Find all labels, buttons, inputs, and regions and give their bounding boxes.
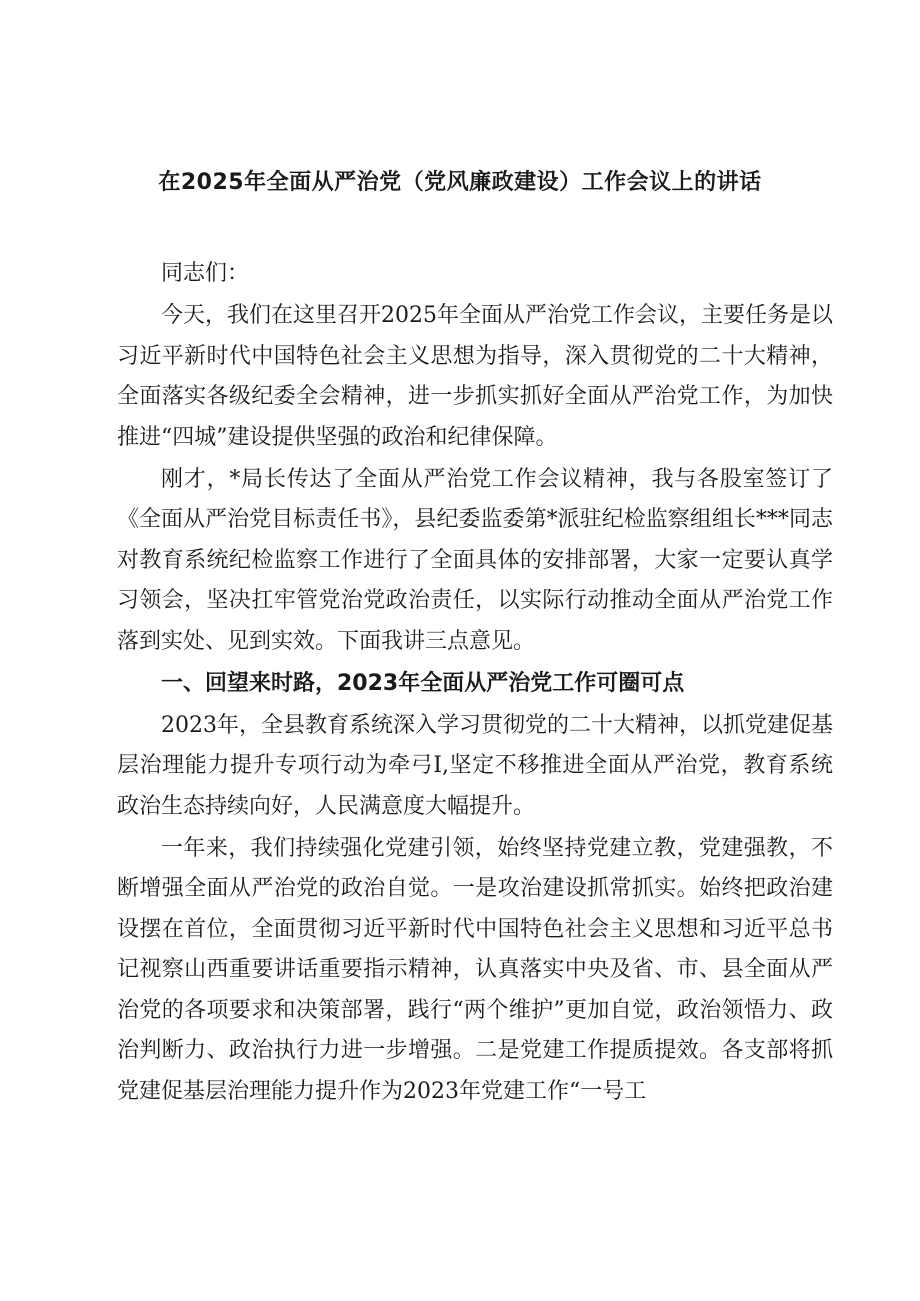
body-paragraph-2: 刚才，*局长传达了全面从严治党工作会议精神，我与各股室签订了《全面从严治党目标责任书》，县纪委监委第*派驻纪检监察组组长***同志对教育系统纪检监察工作进行了全面具体的安排部署，大家一定要认真学习领会，坚决扛牢管党治党政治责任，以实际行动推动全面从严治党工作落到实处、见到实效。下面我讲三点意见。 [117, 466, 833, 654]
body-paragraph-1: 今天，我们在这里召开2025年全面从严治党工作会议，主要任务是以习近平新时代中国特色社会主义思想为指导，深入贯彻党的二十大精神，全面落实各级纪委全会精神，进一步抓实抓好全面从严治党工作，为加快推进“四城”建设提供坚强的政治和纪律保障。 [117, 303, 833, 450]
section-paragraph-1: 2023年，全县教育系统深入学习贯彻党的二十大精神，以抓党建促基层治理能力提升专项行动为牵弓I,坚定不移推进全面从严治党，教育系统政治生态持续向好，人民满意度大幅提升。 [117, 712, 833, 819]
salutation: 同志们： [161, 261, 250, 286]
document-body [117, 254, 833, 1114]
section-paragraph-2: 一年来，我们持续强化党建引领，始终坚持党建立教，党建强教，不断增强全面从严治党的政治自觉。一是攻治建设抓常抓实。始终把政治建设摆在首位，全面贯彻习近平新时代中国特色社会主义思想和习近平总书记视察山西重要讲话重要指示精神，认真落实中央及省、市、县全面从严治党的各项要求和决策部署，践行“两个维护”更加自觉，政治领悟力、政治判断力、政治执行力进一步增强。二是党建工作提质提效。各支部将抓党建促基层治理能力提升作为2023年党建工作“一号工 [117, 835, 833, 1104]
document-title: 在2025年全面从严治党（党风廉政建设）工作会议上的讲话 [158, 170, 762, 195]
section-heading: 一、回望来时路，2023年全面从严治党工作可圈可点 [161, 670, 685, 696]
